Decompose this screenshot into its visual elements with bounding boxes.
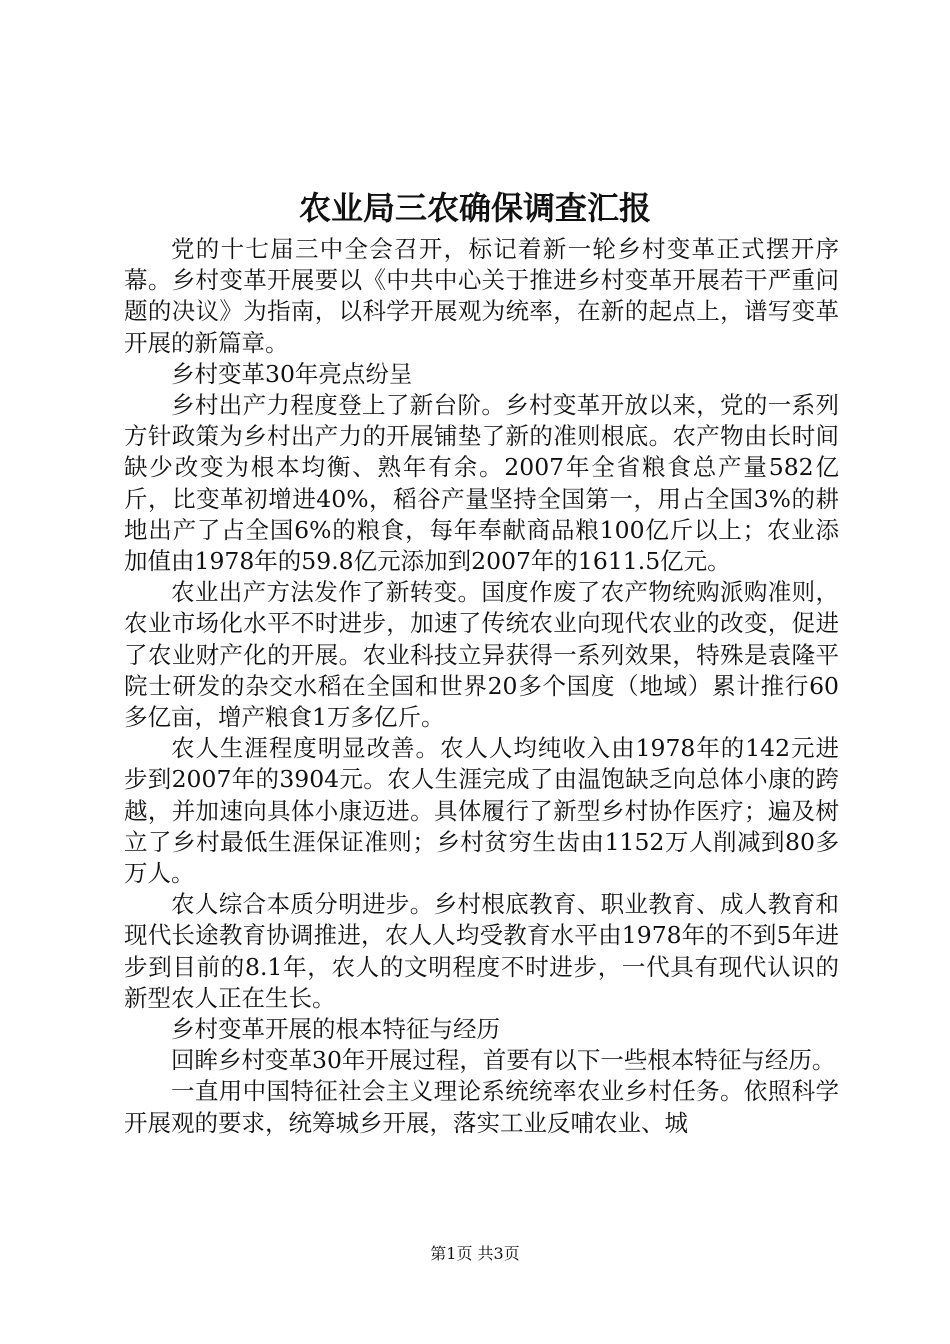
paragraph: 农人综合本质分明进步。乡村根底教育、职业教育、成人教育和现代长途教育协调推进，农人人均受教育水平由1978年的不到5年进步到目前的8.1年，农人的文明程度不时进步，一代具有现代认识的新型农人正在生长。 [124,890,839,1012]
section-heading: 乡村变革30年亮点纷呈 [171,359,413,388]
paragraph: 农人生涯程度明显改善。农人人均纯收入由1978年的142元进步到2007年的3904元。农人生涯完成了由温饱缺乏向总体小康的跨越，并加速向具体小康迈进。具体履行了新型乡村协作医疗；遍及树立了乡村最低生涯保证准则；乡村贫穷生齿由1152万人削减到80多万人。 [124,734,839,888]
paragraph: 乡村出产力程度登上了新台阶。乡村变革开放以来，党的一系列方针政策为乡村出产力的开展铺垫了新的准则根底。农产物由长时间缺少改变为根本均衡、熟年有余。2007年全省粮食总产量582亿斤，比变革初增进40%，稻谷产量坚持全国第一，用占全国3%的耕地出产了占全国6%的粮食，每年奉献商品粮100亿斤以上；农业添加值由1978年的59.8亿元添加到2007年的1611.5亿元。 [124,391,839,576]
paragraph: 一直用中国特征社会主义理论系统统率农业乡村任务。依照科学开展观的要求，统筹城乡开展，落实工业反哺农业、城 [124,1077,839,1137]
paragraph: 党的十七届三中全会召开，标记着新一轮乡村变革正式摆开序幕。乡村变革开展要以《中共中心关于推进乡村变革开展若干严重问题的决议》为指南，以科学开展观为统率，在新的起点上，谱写变革开展的新篇章。 [124,235,839,357]
paragraph: 回眸乡村变革30年开展过程，首要有以下一些根本特征与经历。 [171,1046,836,1075]
paragraph: 农业出产方法发作了新转变。国度作废了农产物统购派购准则，农业市场化水平不时进步，加速了传统农业向现代农业的改变，促进了农业财产化的开展。农业科技立异获得一系列效果，特殊是袁隆平院士研发的杂交水稻在全国和世界20多个国度（地域）累计推行60多亿亩，增产粮食1万多亿斤。 [124,578,839,732]
document-body [124,234,839,1139]
document-title: 农业局三农确保调查汇报 [298,189,651,227]
page-footer: 第1页 共3页 [430,1244,520,1263]
section-heading: 乡村变革开展的根本特征与经历 [171,1015,500,1044]
